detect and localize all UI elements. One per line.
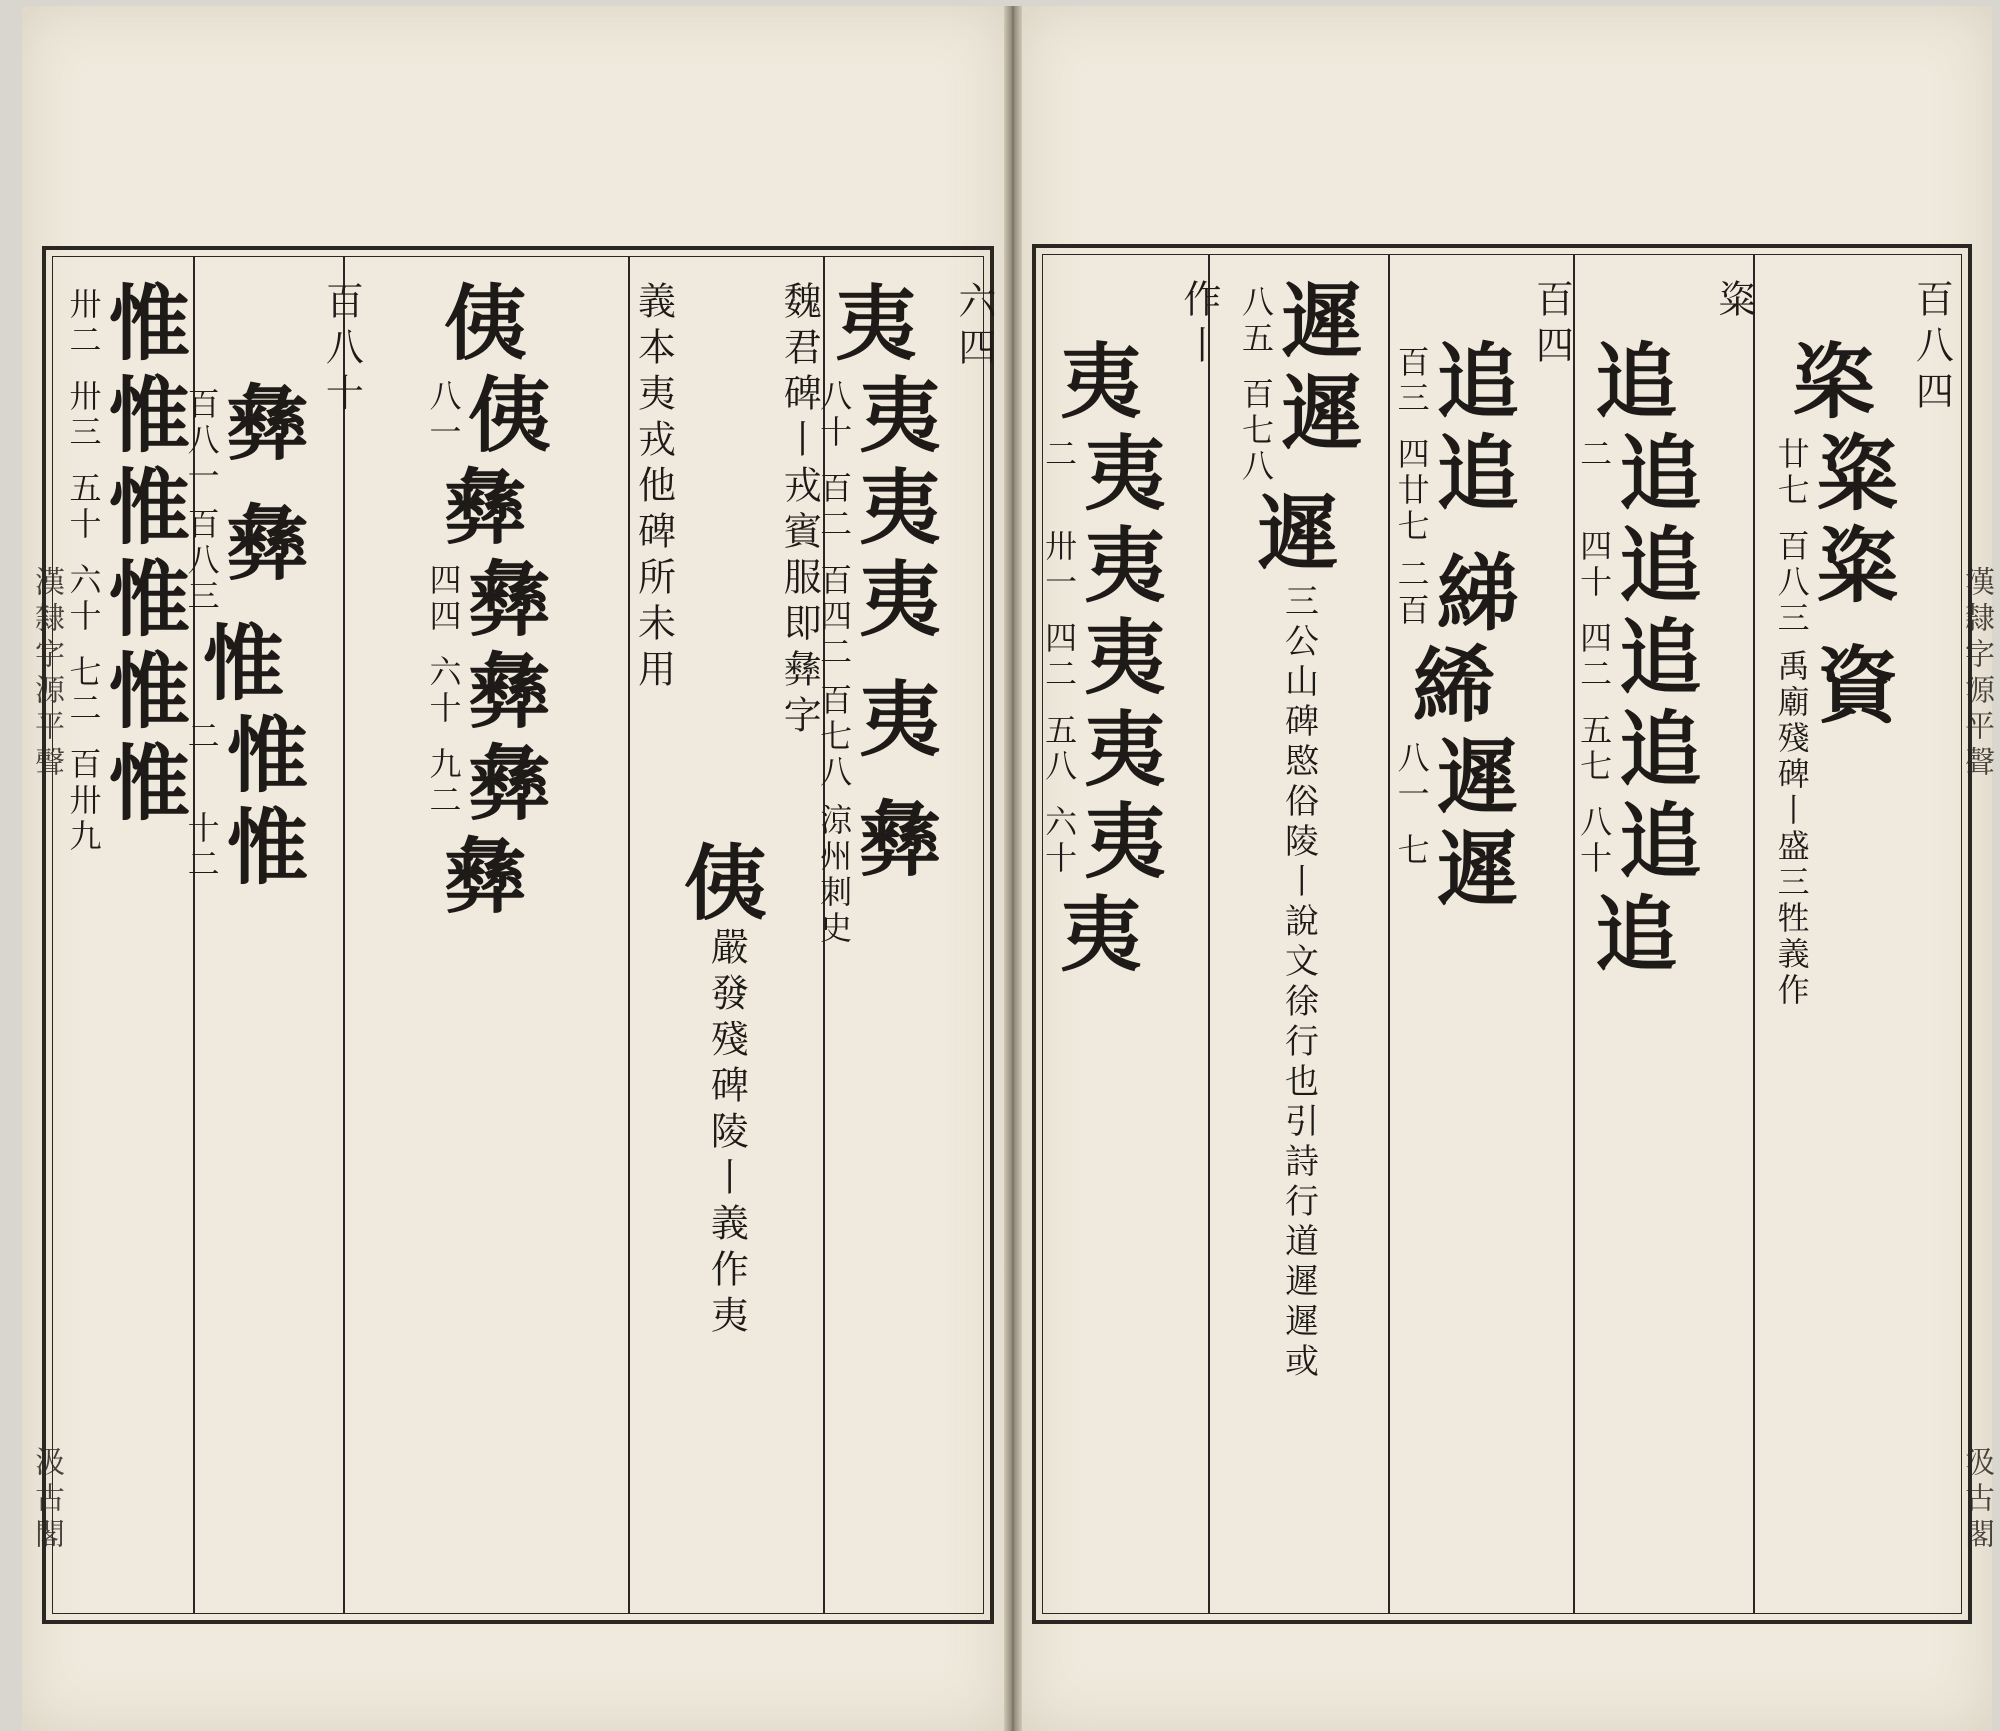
col-head: 六四	[951, 281, 996, 373]
note-text: 嚴發殘碑陵丨義作夷	[704, 927, 749, 1342]
left-col-2	[631, 257, 822, 1613]
glyph: 惟	[226, 708, 309, 805]
left-page	[22, 6, 1004, 1731]
entry	[61, 552, 191, 649]
ref-number: 二	[1040, 437, 1079, 474]
left-margin-title: 漢隸字源平聲	[29, 566, 64, 782]
entry	[1233, 274, 1363, 370]
entry	[1769, 518, 1899, 638]
glyph: 惟	[108, 736, 191, 833]
entry	[835, 276, 918, 372]
ref-number: 卅一	[1040, 529, 1079, 602]
right-frame	[1032, 244, 1972, 1624]
ref-number: 四十	[1575, 529, 1614, 602]
glyph: 遲	[1436, 730, 1519, 827]
glyph: 惟	[108, 460, 191, 557]
ref-number: 五七	[1575, 713, 1614, 786]
entry	[1571, 702, 1702, 799]
left-col-1	[815, 257, 996, 1613]
ref-number: 百八三	[182, 507, 221, 615]
entry-list	[1036, 279, 1166, 1613]
ref-number: 六十	[64, 563, 103, 636]
ref-number: 十二	[182, 811, 221, 884]
ref-number: 八十	[815, 379, 854, 452]
entry-list	[1233, 274, 1363, 1613]
ref-number: 五十	[64, 471, 103, 544]
col-head: 百四	[1529, 279, 1574, 371]
entry	[1389, 334, 1519, 430]
right-col-4	[1213, 255, 1383, 1613]
entry	[61, 276, 191, 372]
glyph: 彝	[226, 376, 309, 472]
glyph: 惟	[108, 644, 191, 741]
ref-number: 七二	[64, 655, 103, 728]
glyph: 追	[1619, 794, 1702, 891]
entry	[1595, 334, 1678, 430]
col-head: 百八四	[1909, 279, 1954, 417]
entry	[1571, 794, 1702, 891]
note-text: 義本夷戎他碑所未用	[631, 281, 676, 695]
entry	[179, 376, 309, 495]
glyph: 夷	[1084, 426, 1167, 523]
ref-number: 八十	[1575, 805, 1614, 878]
ref-number: 四四	[424, 563, 463, 636]
ref-number: 八五	[1236, 285, 1275, 357]
glyph: 追	[1619, 426, 1702, 523]
glyph: 侇	[444, 276, 527, 372]
glyph: 彝	[444, 828, 527, 925]
entry	[811, 368, 942, 465]
ref-number: 百七八	[815, 683, 854, 792]
ref-number: 四廿七	[1392, 437, 1431, 546]
entry	[811, 552, 942, 672]
ref-number: 七	[1392, 833, 1431, 870]
entry-list	[61, 276, 191, 1613]
ref-note: 禹廟殘碑丨盛三牲義作	[1772, 649, 1811, 1010]
ref-number: 六十	[1040, 805, 1079, 878]
ref-number: 卅三	[64, 379, 103, 452]
ref-number: 卅二	[64, 287, 103, 359]
glyph: 資	[1816, 638, 1899, 735]
glyph: 侇	[684, 836, 767, 932]
right-col-3	[1392, 255, 1574, 1613]
entry-list	[811, 276, 942, 1613]
glyph: 追	[1595, 334, 1678, 430]
glyph: 遲	[1280, 366, 1363, 463]
entry	[444, 276, 527, 372]
glyph: 粢	[1816, 426, 1899, 523]
column-rule	[628, 257, 630, 1613]
entry-list	[1769, 279, 1899, 1613]
glyph: 絺	[1412, 638, 1495, 735]
left-inner-border	[52, 256, 996, 1614]
glyph: 綈	[1436, 546, 1519, 643]
book-spread	[22, 6, 1992, 1731]
entry	[1060, 334, 1143, 430]
glyph: 追	[1619, 702, 1702, 799]
entry-list	[179, 281, 309, 1613]
entry	[811, 792, 942, 948]
entry	[1389, 426, 1519, 546]
ref-number: 百三	[1392, 345, 1431, 417]
entry	[1595, 886, 1678, 983]
entry-list	[1389, 279, 1519, 1613]
entry	[1036, 426, 1167, 523]
entry	[1412, 638, 1495, 735]
glyph: 栥	[1792, 334, 1875, 430]
entry	[179, 800, 309, 897]
glyph: 追	[1619, 518, 1702, 615]
ref-number: 百四二	[815, 563, 854, 672]
glyph: 夷	[859, 368, 942, 465]
ref-number: 八一	[424, 379, 463, 452]
glyph: 夷	[859, 552, 942, 649]
glyph: 夷	[859, 672, 942, 769]
entry	[684, 836, 767, 932]
ref-number: 二	[182, 719, 221, 756]
note-text: 魏君碑丨戎賓服即彝字	[777, 281, 822, 741]
note-text: 三公山碑愍俗陵丨說文徐行也引詩行道遲遲或	[1278, 583, 1319, 1384]
glyph: 惟	[202, 616, 285, 712]
glyph: 彝	[226, 496, 309, 592]
left-col-4	[182, 257, 364, 1613]
ref-number: 四二	[1040, 621, 1079, 694]
ref-number: 百卅九	[64, 747, 103, 856]
ref-number: 百二	[815, 471, 854, 544]
col-head: 粢	[1711, 279, 1756, 325]
entry	[1060, 886, 1143, 983]
right-page	[1022, 6, 1992, 1731]
ref-number: 四二	[1575, 621, 1614, 694]
right-col-2	[1575, 255, 1756, 1613]
entry	[1571, 518, 1702, 615]
col-head: 百八十	[319, 281, 364, 419]
right-col-1	[1758, 255, 1963, 1613]
ref-number: 廿七	[1772, 437, 1811, 510]
glyph: 夷	[1060, 886, 1143, 983]
glyph: 惟	[226, 800, 309, 897]
entry	[1389, 730, 1519, 827]
glyph: 遲	[1436, 822, 1519, 919]
entry	[1036, 610, 1167, 707]
right-margin-title: 漢隸字源平聲	[1959, 566, 1994, 782]
glyph: 彝	[444, 460, 527, 557]
glyph: 夷	[835, 276, 918, 372]
entry	[1036, 702, 1167, 799]
entry	[444, 460, 527, 557]
glyph: 追	[1436, 334, 1519, 430]
right-inner-border	[1042, 254, 1962, 1614]
entry	[1769, 426, 1899, 523]
glyph: 夷	[1084, 610, 1167, 707]
ref-number: 六十	[424, 655, 463, 728]
glyph: 夷	[1084, 702, 1167, 799]
entry-list	[1571, 279, 1701, 1613]
entry	[1036, 794, 1167, 891]
book-gutter	[1004, 6, 1022, 1731]
entry	[61, 368, 191, 465]
col-head: 作丨	[1176, 279, 1221, 371]
glyph: 彝	[468, 644, 551, 741]
left-frame	[42, 246, 994, 1624]
glyph: 夷	[1060, 334, 1143, 430]
glyph: 惟	[108, 368, 191, 465]
entry	[1389, 822, 1519, 919]
entry	[1571, 610, 1702, 707]
entry	[1233, 366, 1363, 486]
entry	[179, 708, 309, 805]
left-col-3	[353, 257, 618, 1613]
glyph: 惟	[108, 552, 191, 649]
glyph: 遲	[1256, 486, 1339, 583]
glyph: 夷	[859, 460, 942, 557]
entry	[61, 644, 191, 741]
glyph: 夷	[1084, 518, 1167, 615]
ref-number: 百八一	[182, 387, 221, 495]
ref-note: 涼州刺史	[815, 803, 854, 948]
entry	[1769, 638, 1899, 1010]
ref-number: 九二	[424, 747, 463, 820]
glyph: 彝	[468, 552, 551, 649]
entry	[1389, 546, 1519, 643]
entry	[1792, 334, 1875, 430]
entry-list	[420, 276, 551, 1613]
glyph: 彝	[859, 792, 942, 889]
ref-number: 百七八	[1236, 377, 1275, 486]
glyph: 追	[1619, 610, 1702, 707]
glyph: 粢	[1816, 518, 1899, 615]
left-margin-press: 汲古閣	[29, 1446, 64, 1554]
ref-number: 八一	[1392, 741, 1431, 814]
entry	[1256, 486, 1339, 583]
glyph: 侇	[468, 368, 551, 465]
entry	[1036, 518, 1167, 615]
glyph: 惟	[108, 276, 191, 372]
glyph: 彝	[468, 736, 551, 833]
right-margin-press: 汲古閣	[1959, 1446, 1994, 1554]
entry	[61, 736, 191, 856]
entry	[444, 828, 527, 925]
ref-number: 二百	[1392, 557, 1431, 630]
entry	[202, 616, 285, 712]
ref-number: 二	[1575, 437, 1614, 474]
entry	[420, 552, 551, 649]
left-col-5	[63, 257, 191, 1613]
glyph: 夷	[1084, 794, 1167, 891]
entry	[61, 460, 191, 557]
ref-number: 百八三	[1772, 529, 1811, 638]
entry	[179, 496, 309, 615]
glyph: 追	[1595, 886, 1678, 983]
glyph: 遲	[1280, 274, 1363, 370]
entry	[420, 368, 551, 465]
entry	[811, 672, 942, 792]
entry	[811, 460, 942, 557]
glyph: 追	[1436, 426, 1519, 523]
entry	[420, 644, 551, 741]
entry	[420, 736, 551, 833]
ref-number: 五八	[1040, 713, 1079, 786]
entry	[1571, 426, 1702, 523]
right-col-5	[1040, 255, 1221, 1613]
